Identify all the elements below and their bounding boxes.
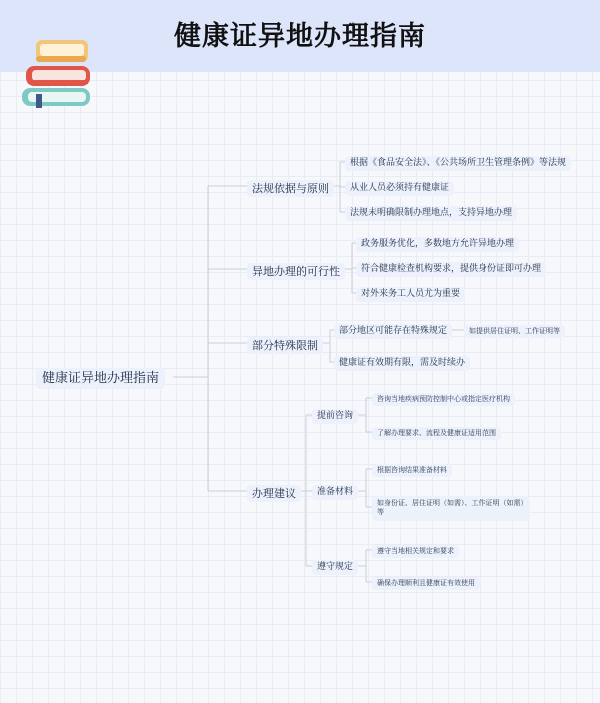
leaf-legal-1: 根据《食品安全法》、《公共场所卫生管理条例》等法规 [345,156,571,171]
page-title: 健康证异地办理指南 [174,21,426,52]
root-node: 健康证异地办理指南 [36,368,165,389]
leaf-legal-3: 法规未明确限制办理地点，支持异地办理 [345,206,517,221]
leaf-restriction-1: 部分地区可能存在特殊规定 [334,324,452,339]
sub-materials: 准备材料 [312,485,358,500]
sub-consult: 提前咨询 [312,409,358,424]
leaf-feasibility-3: 对外来务工人员尤为重要 [356,287,465,302]
branch-feasibility: 异地办理的可行性 [247,263,345,280]
leaf-feasibility-1: 政务服务优化，多数地方允许异地办理 [356,237,519,252]
branch-suggestions: 办理建议 [247,485,301,502]
leaf-restriction-2: 健康证有效期有限，需及时续办 [334,356,470,371]
leaf-feasibility-2: 符合健康检查机构要求，提供身份证即可办理 [356,262,546,277]
leaf-consult-1: 咨询当地疾病预防控制中心或指定医疗机构 [372,393,515,406]
branch-legal-basis: 法规依据与原则 [247,180,334,197]
sub-comply: 遵守规定 [312,560,358,575]
leaf-comply-1: 遵守当地相关规定和要求 [372,545,459,558]
leaf-consult-2: 了解办理要求、流程及健康证适用范围 [372,427,501,440]
leaf-legal-2: 从业人员必须持有健康证 [345,181,454,196]
leaf-materials-1: 根据咨询结果准备材料 [372,464,452,477]
leaf-restriction-1-detail: 如提供居住证明、工作证明等 [464,325,565,338]
leaf-materials-2: 如身份证、居住证明（如需）、工作证明（如需）等 [372,496,530,521]
branch-restrictions: 部分特殊限制 [247,337,323,354]
leaf-comply-2: 确保办理顺利且健康证有效使用 [372,577,480,590]
